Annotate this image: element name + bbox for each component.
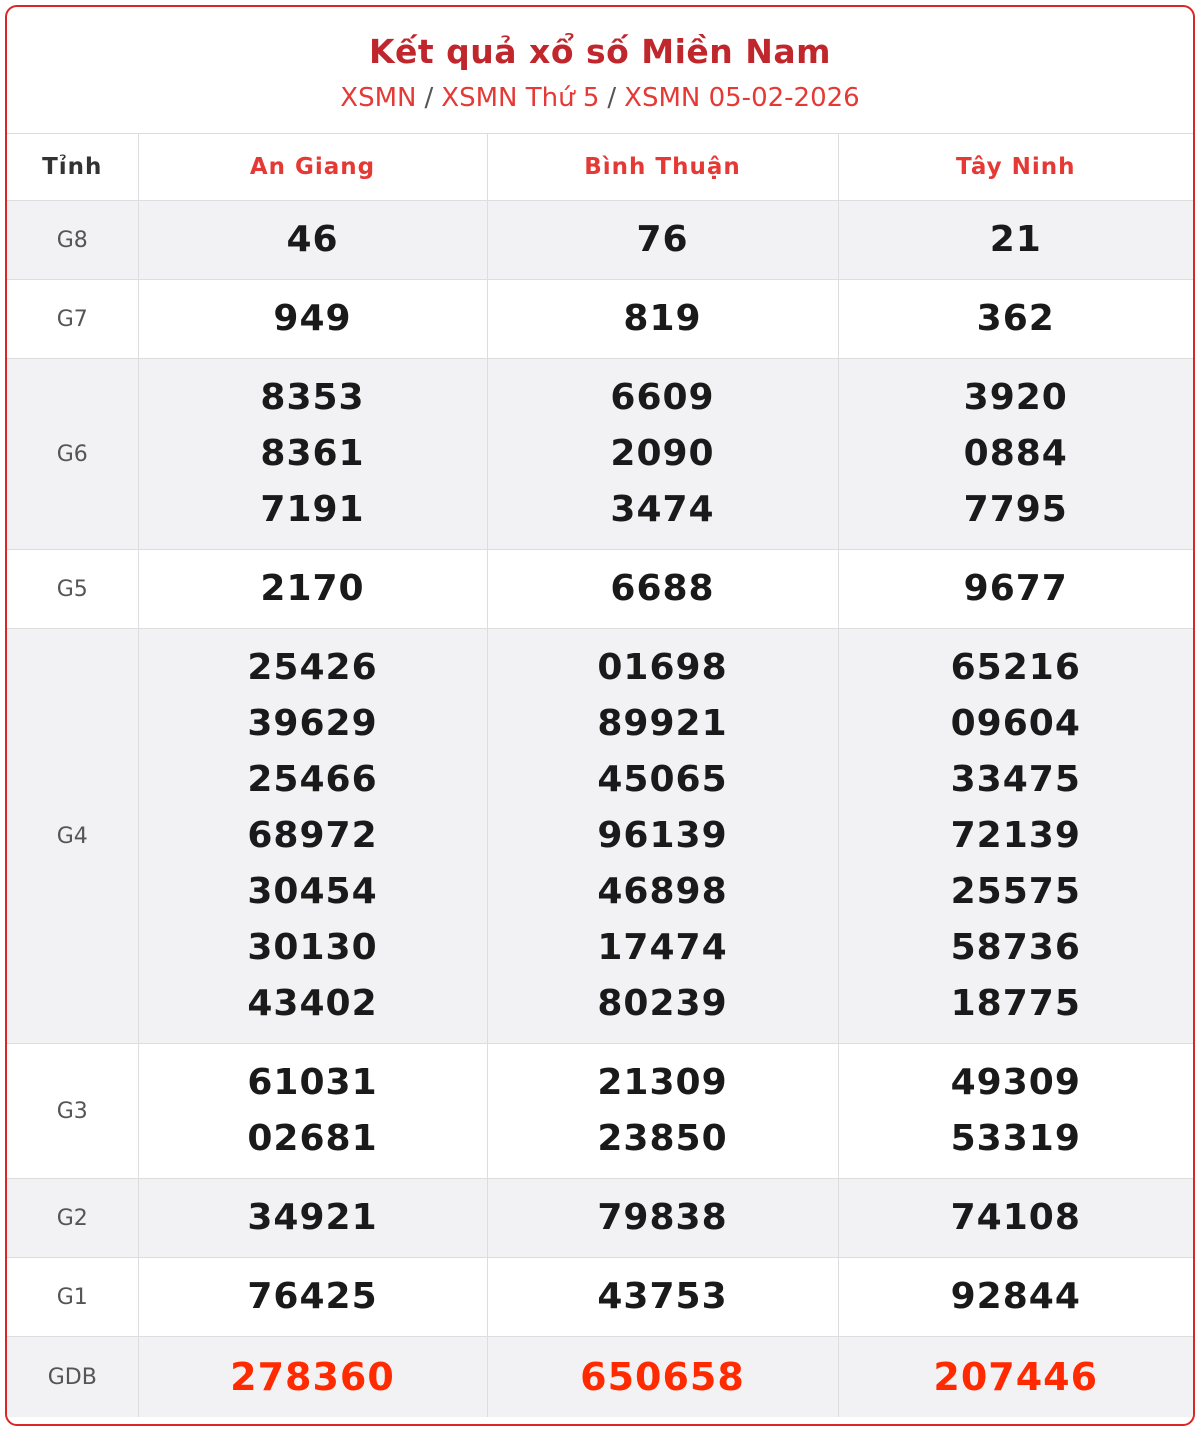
prize-label: G4 (7, 629, 138, 1044)
province-header-row (7, 134, 1193, 201)
prize-cell (487, 550, 838, 629)
prize-number: 46 (286, 219, 339, 260)
prize-number: 0884 (963, 433, 1068, 474)
prize-label: G2 (7, 1179, 138, 1258)
prize-number: 45065 (597, 759, 728, 800)
prize-number: 6688 (610, 568, 715, 609)
prize-number: 61031 (247, 1062, 378, 1103)
prize-number: 34921 (247, 1197, 378, 1238)
prize-number: 25426 (247, 647, 378, 688)
special-prize-number: 207446 (933, 1355, 1099, 1399)
prize-cell (838, 629, 1193, 1044)
prize-number: 72139 (950, 815, 1081, 856)
prize-number: 30130 (247, 927, 378, 968)
prize-cell (838, 359, 1193, 550)
prize-cell (138, 1044, 487, 1179)
prize-cell (138, 201, 487, 280)
results-header (7, 7, 1193, 134)
prize-label: G8 (7, 201, 138, 280)
prize-number: 02681 (247, 1118, 378, 1159)
prize-row-g3 (7, 1044, 1193, 1179)
prize-cell (838, 1044, 1193, 1179)
prize-row-g6 (7, 359, 1193, 550)
prize-number: 7191 (260, 489, 365, 530)
breadcrumb-separator: / (424, 83, 434, 113)
prize-number: 362 (976, 298, 1055, 339)
prize-label: G3 (7, 1044, 138, 1179)
prize-cell (138, 1179, 487, 1258)
prize-cell (138, 1258, 487, 1337)
prize-row-g1 (7, 1258, 1193, 1337)
special-prize-number: 650658 (580, 1355, 745, 1399)
prize-cell (487, 359, 838, 550)
prize-cell (487, 280, 838, 359)
prize-label: GDB (7, 1337, 138, 1418)
breadcrumb-link-xsmn-date[interactable]: XSMN 05-02-2026 (624, 83, 860, 113)
prize-cell (838, 1258, 1193, 1337)
prize-row-g8 (7, 201, 1193, 280)
prize-number: 74108 (950, 1197, 1081, 1238)
prize-number: 25466 (247, 759, 378, 800)
prize-number: 2170 (260, 568, 365, 609)
prize-row-g7 (7, 280, 1193, 359)
prize-number: 92844 (950, 1276, 1081, 1317)
prize-number: 949 (273, 298, 352, 339)
prize-number: 18775 (950, 983, 1081, 1024)
prize-row-g5 (7, 550, 1193, 629)
prize-number: 09604 (950, 703, 1081, 744)
prize-label: G5 (7, 550, 138, 629)
prize-number: 76 (636, 219, 689, 260)
prize-cell (487, 1044, 838, 1179)
prize-cell (487, 201, 838, 280)
prize-number: 49309 (950, 1062, 1081, 1103)
prize-number: 21 (989, 219, 1042, 260)
prize-number: 23850 (597, 1118, 728, 1159)
results-table (7, 134, 1193, 1417)
province-column-label: Tỉnh (7, 134, 138, 201)
prize-cell (838, 1179, 1193, 1258)
prize-number: 7795 (963, 489, 1068, 530)
prize-number: 43753 (597, 1276, 728, 1317)
prize-number: 6609 (610, 377, 715, 418)
prize-number: 21309 (597, 1062, 728, 1103)
prize-number: 819 (623, 298, 702, 339)
prize-number: 30454 (247, 871, 378, 912)
prize-label: G7 (7, 280, 138, 359)
prize-cell (838, 280, 1193, 359)
prize-number: 8361 (260, 433, 365, 474)
prize-cell (487, 1179, 838, 1258)
breadcrumb (7, 81, 1193, 115)
results-panel (5, 5, 1195, 1426)
prize-cell (138, 280, 487, 359)
prize-cell (487, 1258, 838, 1337)
prize-row-g2 (7, 1179, 1193, 1258)
breadcrumb-link-xsmn[interactable]: XSMN (340, 83, 417, 113)
prize-number: 79838 (597, 1197, 728, 1238)
prize-cell (487, 1337, 838, 1418)
prize-cell (487, 629, 838, 1044)
prize-number: 80239 (597, 983, 728, 1024)
breadcrumb-link-xsmn-thu5[interactable]: XSMN Thứ 5 (441, 83, 600, 113)
prize-number: 17474 (597, 927, 728, 968)
prize-number: 53319 (950, 1118, 1081, 1159)
prize-number: 33475 (950, 759, 1081, 800)
prize-cell (838, 201, 1193, 280)
prize-number: 3920 (963, 377, 1068, 418)
prize-number: 43402 (247, 983, 378, 1024)
page-title: Kết quả xổ số Miền Nam (368, 32, 832, 71)
prize-number: 2090 (610, 433, 715, 474)
prize-number: 01698 (597, 647, 728, 688)
prize-label: G6 (7, 359, 138, 550)
prize-cell (138, 550, 487, 629)
prize-label: G1 (7, 1258, 138, 1337)
prize-row-g4 (7, 629, 1193, 1044)
prize-number: 58736 (950, 927, 1081, 968)
prize-cell (838, 1337, 1193, 1418)
prize-number: 8353 (260, 377, 365, 418)
prize-number: 65216 (950, 647, 1081, 688)
province-tay-ninh[interactable]: Tây Ninh (838, 134, 1193, 201)
prize-row-gdb (7, 1337, 1193, 1418)
prize-number: 96139 (597, 815, 728, 856)
prize-number: 89921 (597, 703, 728, 744)
prize-number: 39629 (247, 703, 378, 744)
prize-cell (138, 1337, 487, 1418)
special-prize-number: 278360 (230, 1355, 395, 1399)
prize-number: 3474 (610, 489, 715, 530)
prize-number: 46898 (597, 871, 728, 912)
province-binh-thuan[interactable]: Bình Thuận (487, 134, 838, 201)
province-an-giang[interactable]: An Giang (138, 134, 487, 201)
prize-cell (138, 629, 487, 1044)
prize-number: 68972 (247, 815, 378, 856)
prize-cell (838, 550, 1193, 629)
prize-number: 25575 (950, 871, 1081, 912)
prize-cell (138, 359, 487, 550)
prize-number: 76425 (247, 1276, 378, 1317)
breadcrumb-separator: / (607, 83, 617, 113)
prize-number: 9677 (963, 568, 1068, 609)
